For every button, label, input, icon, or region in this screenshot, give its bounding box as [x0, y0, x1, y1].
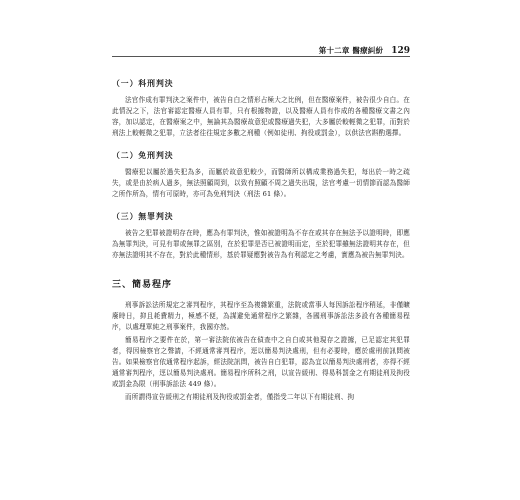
paragraph-summary-3: 而所謂得宣告緩刑之有期徒刑及拘役或罰金者，僅指受二年以下有期徒刑、拘 [125, 393, 355, 401]
subsection-heading-exemption: （二）免刑判決 [112, 151, 174, 160]
chapter-title: 第十二章 醫療糾紛 [318, 46, 384, 55]
section-heading-summary-procedure: 三、簡易程序 [112, 280, 173, 290]
paragraph-conviction: 法官作成有罪判決之案件中，被告自白之情形占極大之比例，但在醫療案件，被告很少自白。在此情況之下，法官審認定醫療人員有罪，只有根據物證，以及醫療人員有作成的各種醫療文書之內容，加以認定，在醫療案之中，無論其為醫療故意犯或醫療過失犯，大多屬於較輕微之犯罪，而對於刑法上較輕微之犯罪，立法者往往規定多數之刑種（例如徒刑、拘役或罰金），以供法官斟酌選擇。 [112, 96, 410, 137]
paragraph-summary-1: 刑事訴訟法所規定之審判程序，其程序至為複雜繁重，法院或當事人每因訴訟程序稍延，非僅曠廢時日，抑且耗費精力，極感不便，為謀避免通常程序之繁雜，各國刑事訴訟法多設有各種簡易程序，以處理單純之刑事案件，我國亦然。 [112, 301, 410, 331]
running-header [319, 45, 410, 56]
paragraph-exemption: 醫療犯以屬於過失犯為多，而屬於故意犯較少，而醫師所以構成業務過失犯，每出於一時之疏失，或是由於病人過多，無法照顧周到，以致有照顧不周之過失出現，法官考慮一切情節而認為醫師之所作所為，情有可原時，亦可為免刑判決（刑法 61 條）。 [112, 168, 410, 198]
paragraph-summary-2: 簡易程序之要件在於，第一審法院依被告在偵查中之自白或其他現存之證據，已足認定其犯罪者，得因檢察官之聲請，不經通常審判程序，逕以簡易判決處刑，但有必要時，應於處刑前訊問被告。如果檢察官依通常程序起訴，經法院訊問，被告自白犯罪，認為宜以簡易判決處刑者，亦得不經通常審判程序，逕以簡易判決處刑。簡易程序所科之刑，以宣告緩刑、得易科罰金之有期徒刑及拘役或罰金為限（刑事訴訟法 449 條）。 [112, 336, 410, 388]
subsection-heading-conviction: （一）科刑判決 [112, 79, 174, 88]
paragraph-acquittal: 被告之犯罪被證明存在時，應為有罪判決，惟如被證明為不存在或其存在無法予以證明時，即應為無罪判決，可見有罪或無罪之區別，在於犯罪是否已被證明而定，至於犯罪雖無法證明其存在，但亦無法證明其不存在，對於此種情形，基於罪疑應對被告為有利認定之考慮，實應為被告無罪判決。 [112, 229, 410, 259]
header-rule [112, 56, 410, 57]
page-body [112, 78, 410, 405]
page-number: 129 [391, 46, 410, 56]
subsection-heading-acquittal: （三）無罪判決 [112, 212, 174, 221]
